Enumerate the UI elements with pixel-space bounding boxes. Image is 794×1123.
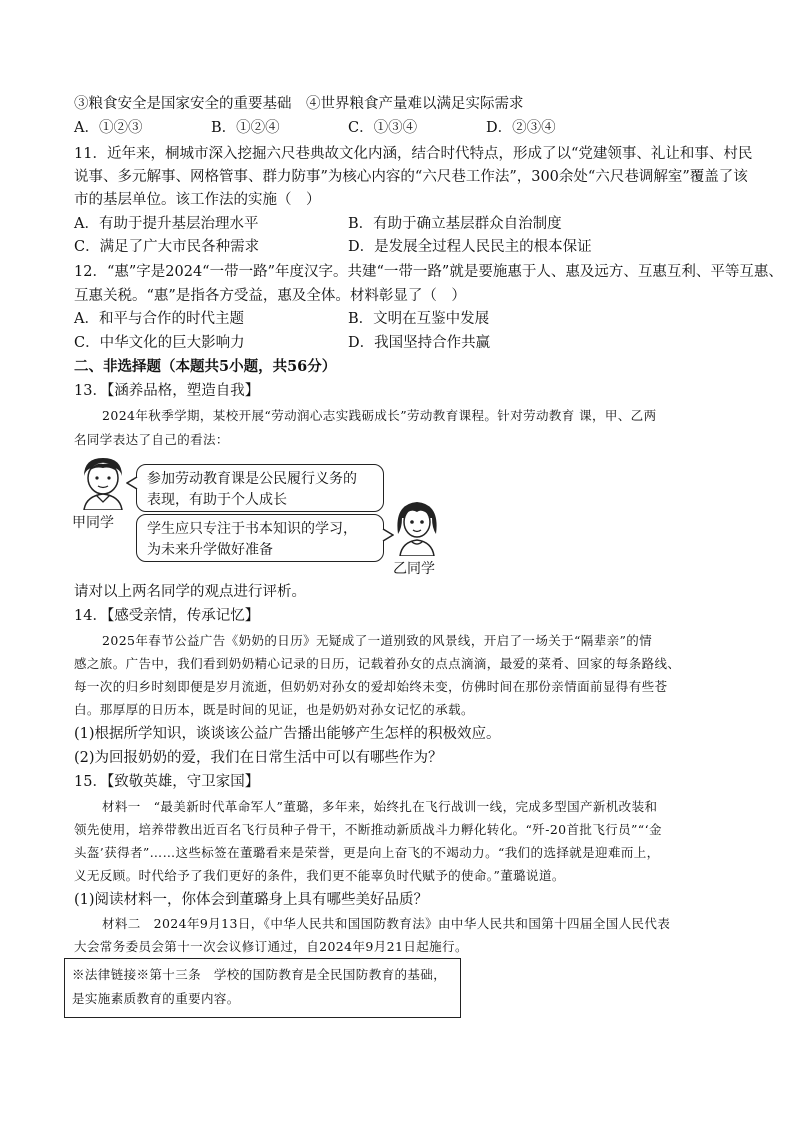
q13-title: 13．【涵养品格，塑造自我】 — [74, 383, 260, 399]
q10-item-line: ③粮食安全是国家安全的重要基础 ④世界粮食产量难以满足实际需求 — [74, 96, 524, 112]
q15-material2-line: 大会常务委员会第十一次会议修订通过，自2024年9月21日起施行。 — [74, 939, 468, 954]
q14-subquestion-1: (1)根据所学知识，谈谈该公益广告播出能够产生怎样的积极效应。 — [74, 726, 501, 742]
girl-student-illustration — [392, 498, 442, 556]
q12-option-c: C．中华文化的巨大影响力 — [74, 335, 245, 351]
q11-stem-line: 11．近年来，桐城市深入挖掘六尺巷典故文化内涵，结合时代特点，形成了以“党建领事、礼让和事、村民 — [74, 146, 753, 162]
q11-stem-line: 说事、多元解事、网格管事、群力防事”为核心内容的“六尺巷工作法”，300余处“六尺巷调解室”覆盖了该 — [74, 169, 748, 185]
q13-paragraph-line: 名同学表达了自己的看法： — [74, 432, 229, 447]
q15-material1-line: 材料一 “最美新时代革命军人”董璐，多年来，始终扎在飞行战训一线，完成多型国产新机改装和 — [102, 799, 658, 814]
speech-bubble-a — [136, 464, 384, 512]
section-heading: 二、非选择题（本题共5小题，共56分） — [74, 358, 337, 375]
q14-paragraph-line: 感之旅。广告中，我们看到奶奶精心记录的日历，记载着孙女的点点滴滴，最爱的菜肴、回家的每条路线、 — [74, 656, 681, 671]
q15-title: 15．【致敬英雄，守卫家国】 — [74, 774, 260, 790]
student-b-label: 乙同学 — [393, 561, 435, 577]
q11-option-d: D．是发展全过程人民民主的根本保证 — [348, 239, 592, 255]
q11-option-a: A．有助于提升基层治理水平 — [74, 216, 259, 232]
bubble-b-line: 为未来升学做好准备 — [147, 542, 273, 558]
q12-option-a: A．和平与合作的时代主题 — [74, 311, 244, 327]
q15-material2-line: 材料二 2024年9月13日，《中华人民共和国国防教育法》由中华人民共和国第十四届全国人民代表 — [102, 916, 671, 931]
q11-option-c: C．满足了广大市民各种需求 — [74, 239, 260, 255]
q11-stem-line: 市的基层单位。该工作法的实施（ ） — [74, 192, 321, 208]
speech-bubble-b — [136, 514, 384, 562]
q14-paragraph-line: 2025年春节公益广告《奶奶的日历》无疑成了一道别致的风景线，开启了一场关于“隔辈亲”的情 — [102, 633, 653, 648]
q15-material1-line: 义无反顾。时代给予了我们更好的条件，我们更不能辜负时代赋予的使命。”董璐说道。 — [74, 868, 565, 883]
q14-paragraph-line: 每一次的归乡时刻即便是岁月流逝，但奶奶对孙女的爱却始终未变，仿佛时间在那份亲情面前显得有些苍 — [74, 679, 668, 694]
bubble-b-line: 学生应只专注于书本知识的学习， — [147, 521, 357, 537]
q12-stem-line: 互惠关税。“惠”是指各方受益，惠及全体。材料彰显了（ ） — [74, 288, 466, 304]
bubble-a-line: 参加劳动教育课是公民履行义务的 — [147, 471, 357, 487]
q12-option-b: B．文明在互鉴中发展 — [348, 311, 490, 327]
law-link-line: 是实施素质教育的重要内容。 — [72, 991, 240, 1006]
student-a-label: 甲同学 — [72, 515, 114, 531]
q12-stem-line: 12．“惠”字是2024“一带一路”年度汉字。共建“一带一路”就是要施惠于人、惠及远方、互惠互利、平等互惠、 — [74, 264, 783, 280]
bubble-a-pointer — [126, 476, 138, 490]
bubble-a-line: 表现，有助于个人成长 — [147, 492, 287, 508]
q13-question: 请对以上两名同学的观点进行评析。 — [74, 584, 306, 600]
q12-option-d: D．我国坚持合作共赢 — [348, 335, 491, 351]
q10-option-b: B．①②④ — [211, 120, 280, 136]
q10-option-d: D．②③④ — [486, 120, 556, 136]
q14-paragraph-line: 白。那厚厚的日历本，既是时间的见证，也是奶奶对孙女记忆的承载。 — [74, 702, 474, 717]
q15-subquestion-1: (1)阅读材料一，你体会到董璐身上具有哪些美好品质？ — [74, 892, 429, 908]
law-link-line: ※法律链接※第十三条 学校的国防教育是全民国防教育的基础， — [72, 967, 447, 982]
q11-option-b: B．有助于确立基层群众自治制度 — [348, 216, 562, 232]
q15-material1-line: 领先使用，培养带教出近百名飞行员种子骨干，不断推动新质战斗力孵化转化。“歼-20首批飞行员”“‘金 — [74, 822, 662, 837]
boy-student-illustration — [76, 454, 130, 510]
q10-option-a: A．①②③ — [74, 120, 143, 136]
q13-paragraph-line: 2024年秋季学期，某校开展“劳动润心志实践砺成长”劳动教育课程。针对劳动教育 课，甲、乙两 — [102, 408, 657, 423]
q14-subquestion-2: (2)为回报奶奶的爱，我们在日常生活中可以有哪些作为？ — [74, 750, 443, 766]
q14-title: 14．【感受亲情，传承记忆】 — [74, 608, 260, 624]
q15-material1-line: 头盔’获得者”……这些标签在董璐看来是荣誉，更是向上奋飞的不竭动力。“我们的选择就是迎难而上， — [74, 845, 660, 860]
q10-option-c: C．①③④ — [348, 120, 418, 136]
